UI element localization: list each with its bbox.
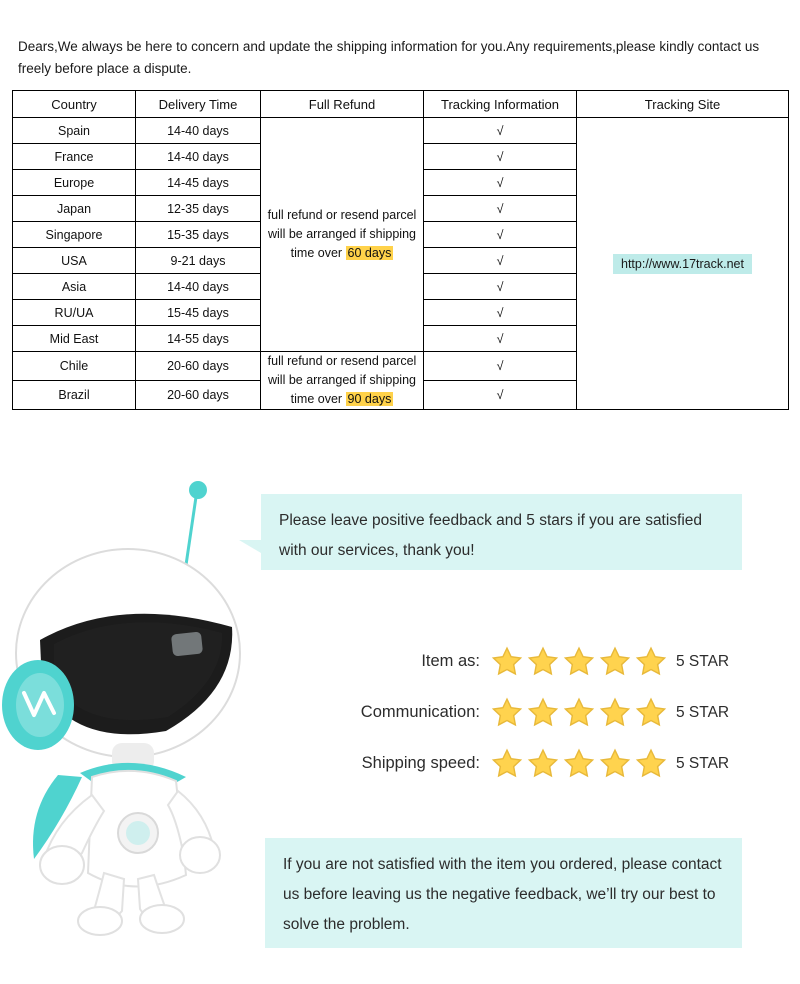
refund-line-1: full refund or resend parcel bbox=[267, 354, 417, 368]
robot-mascot-illustration bbox=[0, 455, 270, 975]
cell-refund-group-1 bbox=[261, 118, 424, 352]
cell-delivery: 14-40 days bbox=[136, 118, 261, 144]
ratings-block bbox=[300, 636, 770, 789]
cell-tracking: √ bbox=[424, 381, 577, 410]
cell-country: Europe bbox=[13, 170, 136, 196]
cell-delivery: 20-60 days bbox=[136, 352, 261, 381]
rating-label: Shipping speed: bbox=[361, 754, 480, 772]
cell-tracking: √ bbox=[424, 118, 577, 144]
star-icon bbox=[562, 696, 596, 730]
star-icon bbox=[562, 747, 596, 781]
cell-country: Spain bbox=[13, 118, 136, 144]
star-rating-shipping-speed bbox=[490, 747, 668, 781]
cell-delivery: 12-35 days bbox=[136, 196, 261, 222]
cell-country: Brazil bbox=[13, 381, 136, 410]
cell-country: USA bbox=[13, 248, 136, 274]
rating-row-shipping-speed bbox=[300, 738, 770, 789]
rating-value: 5 STAR bbox=[676, 652, 730, 670]
tracking-site-link[interactable]: http://www.17track.net bbox=[613, 254, 752, 274]
rating-row-item-as bbox=[300, 636, 770, 687]
refund-line-2: will be arranged if shipping bbox=[267, 227, 416, 241]
shipping-notice-block bbox=[12, 36, 788, 410]
cell-tracking: √ bbox=[424, 196, 577, 222]
column-header-delivery-time: Delivery Time bbox=[136, 91, 261, 118]
cell-tracking: √ bbox=[424, 274, 577, 300]
cell-delivery: 9-21 days bbox=[136, 248, 261, 274]
cell-tracking: √ bbox=[424, 326, 577, 352]
table-row bbox=[13, 118, 789, 144]
cell-delivery: 15-45 days bbox=[136, 300, 261, 326]
star-icon bbox=[526, 645, 560, 679]
star-icon bbox=[598, 747, 632, 781]
rating-label: Item as: bbox=[421, 652, 480, 670]
refund-line-3-prefix: time over bbox=[290, 246, 346, 260]
rating-value: 5 STAR bbox=[676, 703, 730, 721]
cell-tracking: √ bbox=[424, 170, 577, 196]
rating-label: Communication: bbox=[360, 703, 480, 721]
cell-tracking: √ bbox=[424, 300, 577, 326]
star-rating-communication bbox=[490, 696, 668, 730]
rating-row-communication bbox=[300, 687, 770, 738]
cell-country: Japan bbox=[13, 196, 136, 222]
feedback-request-bubble: Please leave positive feedback and 5 stars if you are satisfied with our services, thank you! bbox=[261, 494, 742, 570]
star-icon bbox=[598, 696, 632, 730]
cell-tracking: √ bbox=[424, 144, 577, 170]
star-icon bbox=[562, 645, 596, 679]
column-header-full-refund: Full Refund bbox=[261, 91, 424, 118]
cell-delivery: 14-40 days bbox=[136, 144, 261, 170]
shipping-table bbox=[12, 90, 789, 410]
cell-refund-group-2 bbox=[261, 352, 424, 410]
cell-tracking-site bbox=[577, 118, 789, 410]
cell-country: Chile bbox=[13, 352, 136, 381]
star-icon bbox=[634, 747, 668, 781]
star-icon bbox=[634, 645, 668, 679]
star-icon bbox=[526, 696, 560, 730]
star-icon bbox=[490, 696, 524, 730]
star-rating-item-as bbox=[490, 645, 668, 679]
cell-country: France bbox=[13, 144, 136, 170]
refund-line-2: will be arranged if shipping bbox=[267, 373, 416, 387]
star-icon bbox=[490, 645, 524, 679]
cell-country: Singapore bbox=[13, 222, 136, 248]
star-icon bbox=[598, 645, 632, 679]
column-header-tracking-information: Tracking Information bbox=[424, 91, 577, 118]
cell-delivery: 20-60 days bbox=[136, 381, 261, 410]
cell-country: RU/UA bbox=[13, 300, 136, 326]
notice-text: Dears,We always be here to concern and update the shipping information for you.Any requirements,please kindly contact us freely before place a dispute. bbox=[18, 39, 760, 76]
refund-highlight-90-days: 90 days bbox=[347, 392, 392, 406]
table-header-row bbox=[13, 91, 789, 118]
star-icon bbox=[490, 747, 524, 781]
refund-line-3-prefix: time over bbox=[290, 392, 346, 406]
cell-delivery: 15-35 days bbox=[136, 222, 261, 248]
cell-tracking: √ bbox=[424, 352, 577, 381]
cell-delivery: 14-55 days bbox=[136, 326, 261, 352]
rating-value: 5 STAR bbox=[676, 754, 730, 772]
refund-line-1: full refund or resend parcel bbox=[267, 208, 417, 222]
star-icon bbox=[526, 747, 560, 781]
refund-highlight-60-days: 60 days bbox=[347, 246, 392, 260]
not-satisfied-bubble: If you are not satisfied with the item you ordered, please contact us before leaving us the negative feedback, we’ll try our best to solve the problem. bbox=[265, 838, 742, 948]
cell-country: Asia bbox=[13, 274, 136, 300]
cell-country: Mid East bbox=[13, 326, 136, 352]
column-header-tracking-site: Tracking Site bbox=[577, 91, 789, 118]
cell-tracking: √ bbox=[424, 248, 577, 274]
star-icon bbox=[634, 696, 668, 730]
cell-delivery: 14-45 days bbox=[136, 170, 261, 196]
column-header-country: Country bbox=[13, 91, 136, 118]
cell-delivery: 14-40 days bbox=[136, 274, 261, 300]
cell-tracking: √ bbox=[424, 222, 577, 248]
